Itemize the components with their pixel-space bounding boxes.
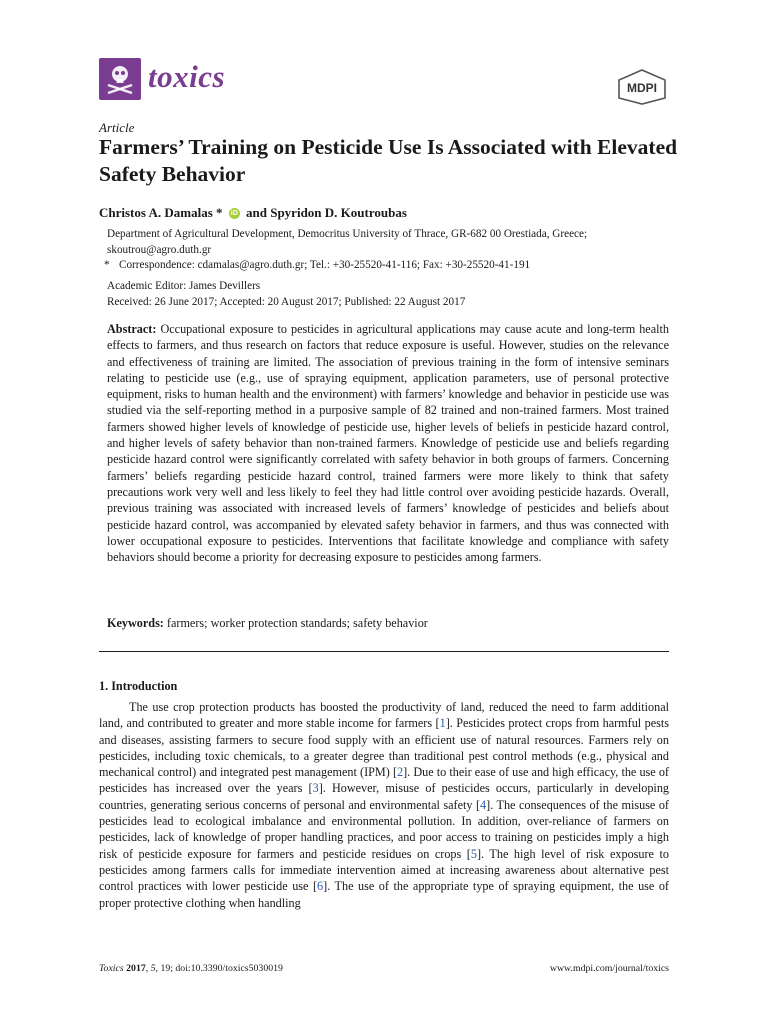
footer-year: 2017: [126, 963, 146, 974]
correspondence-marker: *: [104, 259, 110, 271]
footer-journal: Toxics: [99, 963, 124, 974]
abstract: [107, 321, 669, 565]
correspondence-text: Correspondence: cdamalas@agro.duth.gr; Tel.: +30-25520-41-116; Fax: +30-25520-41-191: [119, 259, 531, 271]
citation-link[interactable]: 3: [312, 781, 319, 796]
footer-doi: , 19; doi:10.3390/toxics5030019: [155, 963, 283, 974]
correspondence: [104, 258, 677, 274]
citation-link[interactable]: 2: [397, 765, 404, 780]
footer-volume: 5: [150, 963, 156, 974]
citation-link[interactable]: 4: [480, 797, 487, 812]
article-title: Farmers’ Training on Pesticide Use Is Associated with Elevated Safety Behavior: [99, 135, 678, 186]
author-first: Christos A. Damalas *: [99, 205, 223, 220]
citation-link[interactable]: 1: [439, 716, 446, 731]
citation-link[interactable]: 5: [470, 846, 477, 861]
article-type: Article: [99, 120, 135, 135]
author-rest: and Spyridon D. Koutroubas: [246, 205, 407, 220]
citation-link[interactable]: 6: [317, 879, 324, 894]
section-heading: 1. Introduction: [99, 679, 178, 693]
publication-dates: Received: 26 June 2017; Accepted: 20 August 2017; Published: 22 August 2017: [107, 295, 466, 308]
footer-url[interactable]: www.mdpi.com/journal/toxics: [549, 963, 669, 974]
introduction-paragraph: The use crop protection products has boosted the productivity of land, reduced the need to farm additional land, and contributed to greater and more stable income for farmers [1]. Pesticides protect crops from harmful pests and diseases, assisting farmers to secure food supply with an efficient use of natural resources. Farmers rely on pesticides, including toxic chemicals, to a greater degree than traditional pest control methods (e.g., physical and mechanical control) and integrated pest management (IPM) [2]. Due to their ease of use and high efficacy, the use of pesticides has increased over the years [3]. However, misuse of pesticides occurs, particularly in developing countries, generating serious concerns of personal and environmental safety [4]. The consequences of the misuse of pesticides lead to ecological imbalance and environmental pollution. In addition, over-reliance of farmers on pesticides, lack of knowledge of proper handling practices, and poor access to training on pesticides imply a high risk of pesticide exposure for farmers and pesticide residues on crops [5]. The high level of risk exposure to pesticides among farmers calls for immediate intervention aimed at increasing awareness about alternative pest control practices with lower pesticide use [6]. The use of the appropriate type of spraying equipment, the use of proper protective clothing when handling: [99, 700, 670, 910]
keywords: [107, 616, 669, 631]
journal-logo-icon: [99, 58, 141, 100]
abstract-text: Occupational exposure to pesticides in agricultural applications may cause acute and long-term health effects to farmers, and thus research on factors that reduce exposure is useful. However, studies on the relevance and effectiveness of training are limited. The association of previous training in the form of intensive seminars relating to pesticide use (e.g., use of spraying equipment, application parameters, use of personal protective equipment, risks to human health and the environment) with farmers’ knowledge and behavior in pesticide use was studied via the self-reporting method in a purposive sample of 82 trained and non-trained farmers. Most trained farmers showed higher levels of knowledge of pesticide use, higher levels of beliefs in pesticide hazard control, and higher levels of safety behavior than non-trained farmers. Knowledge of pesticide use and beliefs regarding pesticide hazard control were significantly correlated with safety behavior in both groups of farmers. Concerning farmers’ beliefs regarding pesticide hazard control, trained farmers were more likely to think that safety precautions work very well and less likely to feel they had little control over avoiding pesticide hazards. Overall, previous training was associated with increased levels of farmers’ knowledge of pesticides and beliefs about pesticide hazard control, was accompanied by elevated safety behavior in farmers, and thus was connected with lower occupational exposure to pesticides. Interventions that facilitate knowledge and compliance with safety behaviors should become a priority for decreasing exposure to pesticides among farmers.: [107, 322, 669, 565]
affiliation: Department of Agricultural Development, Democritus University of Thrace, GR-682 00 Orestiada, Greece; skoutrou@agro.duth.gr: [107, 228, 588, 256]
abstract-label: Abstract:: [107, 322, 157, 336]
footer-citation: Toxics 2017, 5, 19; doi:10.3390/toxics5030019: [99, 963, 283, 974]
publisher-logo-icon: [615, 68, 669, 106]
author-list: [99, 205, 407, 221]
journal-name: toxics: [148, 59, 226, 94]
publication-info: [107, 279, 677, 310]
academic-editor: Academic Editor: James Devillers: [107, 280, 261, 292]
keywords-text: farmers; worker protection standards; safety behavior: [166, 616, 428, 630]
section-divider: [99, 651, 669, 652]
publisher-logo-text: MDPI: [627, 81, 657, 95]
keywords-label: Keywords:: [107, 616, 164, 630]
orcid-icon[interactable]: iD: [230, 210, 238, 217]
